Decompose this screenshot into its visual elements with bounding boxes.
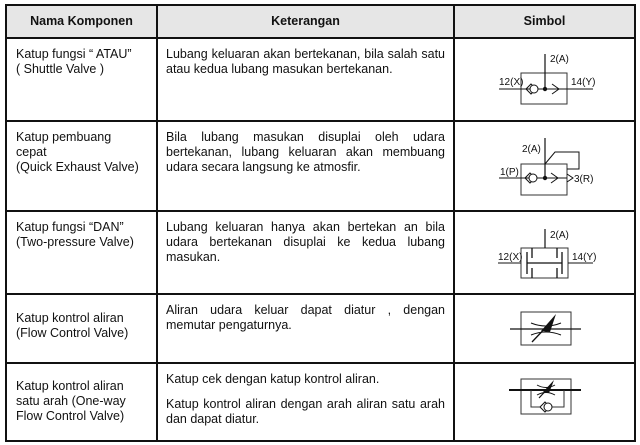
port-label: 14(Y): [572, 252, 597, 263]
name-line: ( Shuttle Valve ): [16, 62, 105, 76]
two-pressure-valve-symbol: [455, 212, 634, 293]
one-way-flow-control-valve-symbol: [455, 364, 634, 440]
description-text: Aliran udara keluar dapat diatur , dengan memutar pengaturnya.: [166, 303, 445, 332]
name-line: Flow Control Valve): [16, 409, 125, 423]
component-name: [7, 212, 158, 293]
port-label: 2(A): [550, 230, 569, 241]
port-label: 2(A): [522, 144, 541, 155]
name-line: Katup fungsi “DAN”: [16, 220, 124, 234]
table-row: [7, 212, 634, 295]
name-line: Katup fungsi “ ATAU”: [16, 47, 132, 61]
one-way-flow-control-valve-icon: [455, 364, 636, 440]
component-name: [7, 122, 158, 210]
component-description: [158, 39, 455, 120]
quick-exhaust-valve-symbol: [455, 122, 634, 210]
description-text: Bila lubang masukan disuplai oleh udara bertekanan, lubang keluaran akan membuang udara secara langsung ke atmosfir.: [166, 130, 445, 174]
component-table: [5, 4, 636, 442]
shuttle-valve-symbol: [455, 39, 634, 120]
header-keterangan: Keterangan: [158, 6, 455, 37]
port-label: 12(X): [499, 77, 524, 88]
port-label: 1(P): [500, 167, 519, 178]
name-line: (Flow Control Valve): [16, 326, 129, 340]
port-label: 2(A): [550, 54, 569, 65]
flow-control-valve-icon: [455, 295, 636, 362]
table-row: [7, 295, 634, 364]
table-row: [7, 122, 634, 212]
name-line: Katup pembuang: [16, 130, 112, 144]
component-description: [158, 122, 455, 210]
name-line: (Quick Exhaust Valve): [16, 160, 139, 174]
component-description: [158, 364, 455, 440]
table-header: [7, 6, 634, 39]
port-label: 14(Y): [571, 77, 596, 88]
name-line: (Two-pressure Valve): [16, 235, 134, 249]
component-name: [7, 364, 158, 440]
name-line: satu arah (One-way: [16, 394, 126, 408]
header-simbol: Simbol: [523, 14, 566, 28]
table-row: [7, 364, 634, 440]
component-name: [7, 39, 158, 120]
quick-exhaust-valve-icon: [455, 122, 636, 210]
name-line: cepat: [16, 145, 47, 159]
component-description: [158, 212, 455, 293]
port-label: 12(X): [498, 252, 523, 263]
two-pressure-valve-icon: [455, 212, 636, 293]
table-row: [7, 39, 634, 122]
description-text: Lubang keluaran hanya akan bertekan an bila udara bertekanan disuplai ke kedua lubang masukan.: [166, 220, 445, 264]
name-line: Katup kontrol aliran: [16, 311, 124, 325]
name-line: Katup kontrol aliran: [16, 379, 124, 393]
shuttle-valve-icon: [455, 39, 636, 120]
component-name: [7, 295, 158, 362]
header-nama-komponen: Nama Komponen: [7, 6, 158, 37]
component-description: [158, 295, 455, 362]
description-text: Lubang keluaran akan bertekanan, bila salah satu atau kedua lubang masukan bertekanan.: [166, 47, 445, 76]
description-text: Katup cek dengan katup kontrol aliran.: [166, 372, 380, 386]
description-text: Katup kontrol aliran dengan arah aliran satu arah dan dapat diatur.: [166, 397, 445, 426]
port-label: 3(R): [574, 174, 594, 185]
flow-control-valve-symbol: [455, 295, 634, 362]
